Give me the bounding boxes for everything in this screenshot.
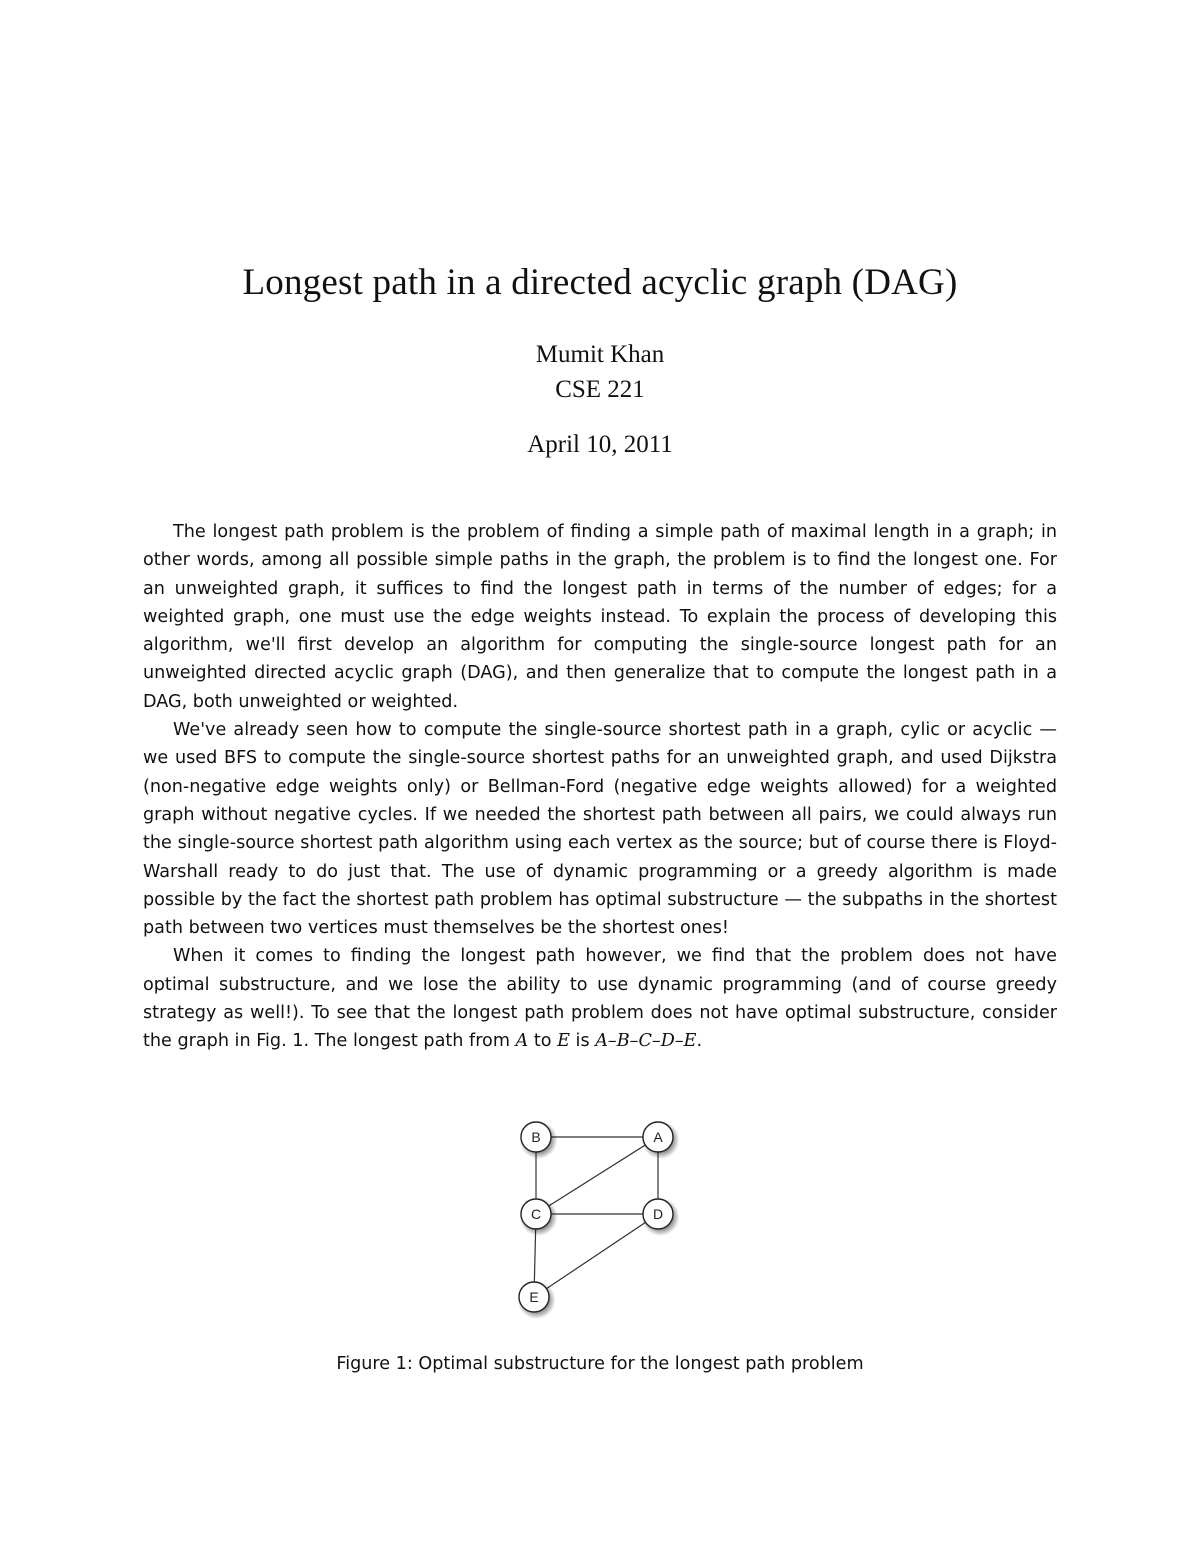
node-label: A [653, 1129, 663, 1145]
node-e [518, 1281, 556, 1319]
node-a [642, 1121, 680, 1159]
paper-title: Longest path in a directed acyclic graph (DAG) [242, 262, 958, 303]
graph-diagram [500, 1116, 700, 1330]
node-label: C [530, 1206, 542, 1222]
math-longest-path: A–B–C–D–E [595, 1031, 697, 1052]
node-label: D [652, 1206, 664, 1222]
paragraph-2: We've already seen how to compute the single-source shortest path in a graph, cylic or acyclic — we used BFS to compute the single-source shortest paths for an unweighted graph, and used Dijkstra (non-negative edge weights only) or Bellman-Ford (negative edge weights allowed) for a weighted graph without negative cycles. If we needed the shortest path between all pairs, we could always run the single-source shortest path algorithm using each vertex as the source; but of course there is Floyd-Warshall ready to do just that. The use of dynamic programming or a greedy algorithm is made possible by the fact the shortest path problem has optimal substructure — the subpaths in the shortest path between two vertices must themselves be the shortest ones! [143, 720, 1057, 939]
author-name: Mumit Khan [535, 341, 665, 368]
node-label: E [529, 1289, 539, 1305]
paragraph-1: The longest path problem is the problem of finding a simple path of maximal length in a graph; in other words, among all possible simple paths in the graph, the problem is to find the longest one. For an unweighted graph, it suffices to find the longest path in terms of the number of edges; for a weighted graph, one must use the edge weights instead. To explain the process of developing this algorithm, we'll first develop an algorithm for computing the single-source longest path for an unweighted directed acyclic graph (DAG), and then generalize that to compute the longest path in a DAG, both unweighted or weighted. [143, 522, 1057, 712]
paragraph-3-to: to [528, 1031, 558, 1052]
graph-figure [500, 1116, 700, 1330]
node-c [520, 1198, 558, 1236]
math-vertex-e: E [557, 1031, 570, 1052]
paragraph-3-end: . [696, 1031, 703, 1052]
paragraph-3-is: is [569, 1031, 596, 1052]
node-label: B [531, 1129, 541, 1145]
paragraph-3-text: When it comes to finding the longest path however, we find that the problem does not have optimal substructure, and we lose the ability to use dynamic programming (and of course greedy strategy as well!). To see that the longest path problem does not have optimal substructure, consider the graph in Fig. 1. The longest path from [143, 946, 1057, 1052]
node-b [520, 1121, 558, 1159]
paragraph-3 [143, 942, 1057, 1055]
figure-caption: Figure 1: Optimal substructure for the longest path problem [336, 1354, 864, 1374]
math-vertex-a: A [515, 1031, 529, 1052]
paper-body [143, 518, 1057, 1056]
paper-date: April 10, 2011 [527, 431, 673, 458]
course-code: CSE 221 [555, 376, 645, 403]
graph-nodes [518, 1121, 680, 1319]
node-d [642, 1198, 680, 1236]
